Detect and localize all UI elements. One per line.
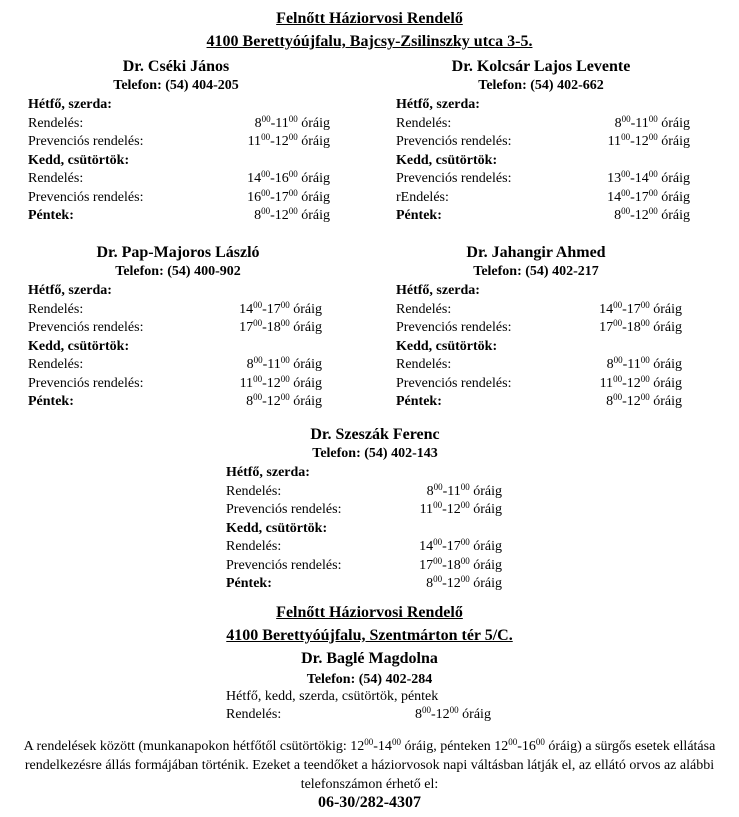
clinic2-title: Felnőtt Háziorvosi Rendelő — [276, 604, 463, 621]
row-label: Prevenciós rendelés: — [226, 502, 342, 517]
schedule-row — [396, 319, 682, 337]
row-time: $8^{00}-11^{00}$ óráig — [246, 355, 322, 372]
row-label: Prevenciós rendelés: — [28, 375, 144, 391]
clinic2-address: 4100 Berettyóújfalu, Szentmárton tér 5/C. — [226, 627, 513, 644]
row-time: $11^{00}-12^{00}$ óráig — [599, 373, 682, 391]
schedule-row — [396, 133, 690, 151]
day-heading — [28, 338, 322, 356]
row-label: Hétfő, szerda: — [226, 465, 310, 480]
row-label: Rendelés: — [396, 301, 452, 317]
row-label: Prevenciós rendelés: — [396, 134, 512, 149]
friday-row — [226, 575, 502, 593]
schedule-row — [396, 375, 682, 393]
schedule-row — [396, 189, 690, 207]
doctor-phone: Telefon: (54) 402-217 — [473, 264, 599, 279]
row-label: Hétfő, szerda: — [396, 283, 480, 298]
doctor-name: Dr. Cséki János — [122, 58, 230, 75]
row-label: Péntek: — [226, 576, 272, 591]
schedule-row — [28, 115, 330, 133]
clinic2-time: $8^{00}-12^{00}$ óráig — [415, 705, 491, 722]
row-time: $8^{00}-12^{00}$ óráig — [606, 392, 682, 409]
row-label: Kedd, csütörtök: — [396, 338, 498, 354]
emergency-phone: 06-30/282-4307 — [317, 794, 422, 811]
schedule-row — [226, 557, 502, 575]
schedule-row — [396, 170, 690, 188]
doctor-phone: Telefon: (54) 402-662 — [478, 78, 604, 93]
day-heading — [28, 96, 330, 114]
row-time: $8^{00}-11^{00}$ óráig — [606, 355, 682, 372]
row-time: $8^{00}-11^{00}$ óráig — [254, 113, 330, 131]
footer-time-friday: $12^{00}-16^{00}$ — [494, 737, 545, 754]
row-label: Péntek: — [28, 208, 74, 223]
row-label: Prevenciós rendelés: — [28, 189, 144, 205]
row-time: $17^{00}-18^{00}$ óráig — [419, 555, 502, 573]
row-label: Prevenciós rendelés: — [226, 557, 342, 573]
schedule-row — [28, 319, 322, 337]
doctor-phone: Telefon: (54) 404-205 — [113, 78, 239, 93]
row-label: rEndelés: — [396, 189, 449, 205]
row-label: Rendelés: — [396, 357, 452, 372]
doctor-name: Dr. Jahangir Ahmed — [466, 244, 606, 261]
row-time: $14^{00}-17^{00}$ óráig — [419, 537, 502, 554]
schedule-row — [28, 301, 322, 319]
schedule-row — [28, 133, 330, 151]
footer-text-2: óráig, pénteken — [400, 739, 495, 754]
schedule-row — [396, 301, 682, 319]
doctor-name: Dr. Kolcsár Lajos Levente — [451, 58, 631, 75]
row-time: $17^{00}-18^{00}$ óráig — [239, 318, 322, 335]
footer-note — [20, 737, 719, 794]
row-label: Péntek: — [28, 394, 74, 409]
schedule-row — [226, 501, 502, 519]
friday-row — [28, 207, 330, 225]
row-label: Rendelés: — [28, 115, 84, 131]
row-label: Péntek: — [396, 208, 442, 223]
row-time: $14^{00}-16^{00}$ óráig — [247, 169, 330, 186]
row-time: $8^{00}-11^{00}$ óráig — [614, 113, 690, 131]
row-time: $14^{00}-17^{00}$ óráig — [607, 187, 690, 205]
row-time: $16^{00}-17^{00}$ óráig — [247, 187, 330, 205]
row-label: Kedd, csütörtök: — [28, 152, 130, 168]
row-label: Hétfő, szerda: — [28, 283, 112, 298]
schedule-row — [396, 115, 690, 133]
row-time: $13^{00}-14^{00}$ óráig — [607, 169, 690, 186]
clinic2-days: Hétfő, kedd, szerda, csütörtök, péntek — [226, 689, 439, 704]
doctor-name: Dr. Szeszák Ferenc — [310, 426, 440, 443]
clinic2-label: Rendelés: — [226, 707, 282, 722]
row-label: Hétfő, szerda: — [396, 97, 480, 112]
row-time: $14^{00}-17^{00}$ óráig — [239, 299, 322, 317]
row-time: $8^{00}-12^{00}$ óráig — [246, 392, 322, 409]
row-label: Rendelés: — [28, 357, 84, 372]
row-label: Prevenciós rendelés: — [396, 171, 512, 186]
day-heading — [226, 464, 502, 482]
row-label: Kedd, csütörtök: — [396, 152, 498, 168]
row-time: $14^{00}-17^{00}$ óráig — [599, 299, 682, 317]
schedule-row — [396, 356, 682, 374]
row-time: $8^{00}-11^{00}$ óráig — [426, 481, 502, 499]
row-time: $11^{00}-12^{00}$ óráig — [247, 132, 330, 149]
row-label: Rendelés: — [226, 539, 282, 554]
doctor-name: Dr. Pap-Majoros László — [96, 244, 260, 261]
friday-row — [28, 393, 322, 411]
row-label: Prevenciós rendelés: — [28, 134, 144, 149]
row-time: $17^{00}-18^{00}$ óráig — [599, 318, 682, 335]
row-label: Prevenciós rendelés: — [28, 320, 144, 335]
row-time: $8^{00}-12^{00}$ óráig — [614, 206, 690, 223]
day-heading — [28, 282, 322, 300]
friday-row — [396, 207, 690, 225]
clinic2-phone: Telefon: (54) 402-284 — [306, 672, 433, 687]
row-label: Hétfő, szerda: — [28, 97, 112, 112]
doctor-phone: Telefon: (54) 400-902 — [115, 264, 241, 279]
footer-time-weekday: $12^{00}-14^{00}$ — [350, 737, 401, 754]
row-time: $8^{00}-12^{00}$ óráig — [254, 206, 330, 223]
doctor-phone: Telefon: (54) 402-143 — [312, 446, 438, 461]
footer-text-3: óráig) a sürgős esetek ellátása rendelkezésre állás formájában történik. Ezeket a teendőket a háziorvosok napi váltásban látják el, az ellátó orvos az alábbi telefonszámon érhető el: — [24, 739, 716, 792]
row-time: $8^{00}-12^{00}$ óráig — [426, 574, 502, 591]
schedule-row — [28, 170, 330, 188]
clinic2-doctor-name: Dr. Baglé Magdolna — [301, 650, 438, 667]
clinic1-title: Felnőtt Háziorvosi Rendelő — [276, 10, 463, 27]
schedule-row — [226, 538, 502, 556]
friday-row — [396, 393, 682, 411]
day-heading — [396, 96, 690, 114]
day-heading — [396, 338, 682, 356]
schedule-row — [28, 356, 322, 374]
day-heading — [396, 282, 682, 300]
row-label: Prevenciós rendelés: — [396, 320, 512, 335]
schedule-row — [28, 375, 322, 393]
day-heading — [396, 152, 690, 170]
row-label: Rendelés: — [226, 483, 282, 499]
clinic1-address: 4100 Berettyóújfalu, Bajcsy-Zsilinszky utca 3-5. — [206, 33, 533, 50]
day-heading — [226, 520, 502, 538]
schedule-row — [28, 189, 330, 207]
row-label: Prevenciós rendelés: — [396, 375, 512, 391]
row-time: $11^{00}-12^{00}$ óráig — [419, 500, 502, 517]
row-label: Péntek: — [396, 394, 442, 409]
row-label: Kedd, csütörtök: — [226, 520, 328, 536]
row-time: $11^{00}-12^{00}$ óráig — [239, 373, 322, 391]
row-label: Rendelés: — [28, 171, 84, 186]
row-time: $11^{00}-12^{00}$ óráig — [607, 132, 690, 149]
row-label: Rendelés: — [396, 115, 452, 131]
day-heading — [28, 152, 330, 170]
row-label: Rendelés: — [28, 301, 84, 317]
row-label: Kedd, csütörtök: — [28, 338, 130, 354]
footer-text-1: A rendelések között (munkanapokon hétfőtől csütörtökig: — [23, 739, 351, 754]
schedule-row — [226, 483, 502, 501]
